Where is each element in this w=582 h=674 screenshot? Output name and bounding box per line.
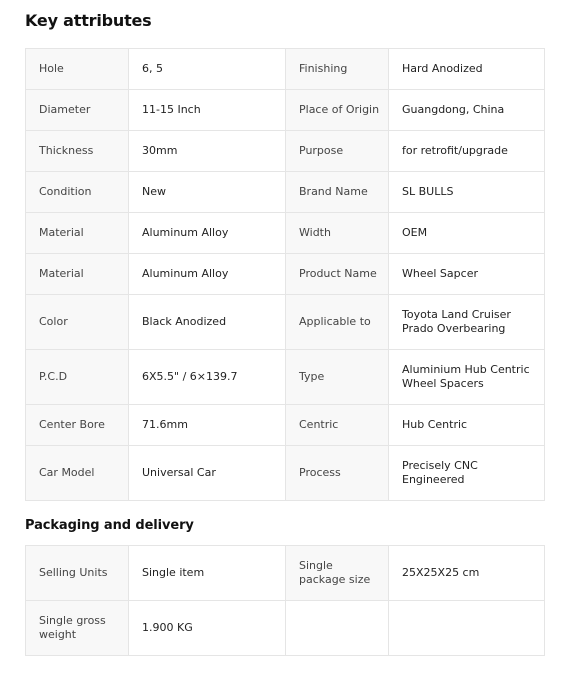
attribute-value: 71.6mm (129, 405, 286, 446)
attribute-value: for retrofit/upgrade (389, 131, 545, 172)
key-attributes-table (25, 48, 545, 501)
attribute-label: Car Model (26, 446, 129, 501)
attribute-value: Precisely CNC Engineered (389, 446, 545, 501)
table-row (26, 49, 545, 90)
table-row (26, 350, 545, 405)
attribute-value: 25X25X25 cm (389, 546, 545, 601)
attribute-value: Toyota Land Cruiser Prado Overbearing (389, 295, 545, 350)
attribute-label: Color (26, 295, 129, 350)
attribute-label: Single package size (286, 546, 389, 601)
table-row (26, 254, 545, 295)
attribute-label: Type (286, 350, 389, 405)
packaging-delivery-title: Packaging and delivery (25, 518, 194, 533)
attribute-value: 11-15 Inch (129, 90, 286, 131)
attribute-value: Black Anodized (129, 295, 286, 350)
table-row (26, 131, 545, 172)
attribute-value: Guangdong, China (389, 90, 545, 131)
attribute-label: Process (286, 446, 389, 501)
attribute-label: Width (286, 213, 389, 254)
attribute-label: Product Name (286, 254, 389, 295)
attribute-label: Selling Units (26, 546, 129, 601)
attribute-value: New (129, 172, 286, 213)
empty-cell (389, 601, 545, 656)
attribute-label: Place of Origin (286, 90, 389, 131)
table-row (26, 546, 545, 601)
table-row (26, 601, 545, 656)
attribute-value: 6X5.5" / 6×139.7 (129, 350, 286, 405)
attribute-value: 30mm (129, 131, 286, 172)
attribute-label: Brand Name (286, 172, 389, 213)
attribute-label: Purpose (286, 131, 389, 172)
attribute-value: Aluminum Alloy (129, 213, 286, 254)
empty-cell (286, 601, 389, 656)
attribute-label: Material (26, 213, 129, 254)
attribute-label: Centric (286, 405, 389, 446)
packaging-table (25, 545, 545, 656)
attribute-label: Finishing (286, 49, 389, 90)
attribute-value: SL BULLS (389, 172, 545, 213)
key-attributes-title: Key attributes (25, 11, 152, 30)
table-row (26, 446, 545, 501)
table-row (26, 90, 545, 131)
attribute-label: Condition (26, 172, 129, 213)
attribute-value: Single item (129, 546, 286, 601)
attribute-value: 1.900 KG (129, 601, 286, 656)
attribute-label: P.C.D (26, 350, 129, 405)
attribute-value: Hard Anodized (389, 49, 545, 90)
attribute-label: Single gross weight (26, 601, 129, 656)
attribute-label: Diameter (26, 90, 129, 131)
attribute-label: Center Bore (26, 405, 129, 446)
attribute-value: 6, 5 (129, 49, 286, 90)
attribute-label: Material (26, 254, 129, 295)
attribute-value: Aluminium Hub Centric Wheel Spacers (389, 350, 545, 405)
table-row (26, 172, 545, 213)
attribute-label: Thickness (26, 131, 129, 172)
attribute-value: Wheel Sapcer (389, 254, 545, 295)
attribute-label: Applicable to (286, 295, 389, 350)
attribute-value: Universal Car (129, 446, 286, 501)
table-row (26, 405, 545, 446)
table-row (26, 295, 545, 350)
attribute-label: Hole (26, 49, 129, 90)
attribute-value: OEM (389, 213, 545, 254)
attribute-value: Hub Centric (389, 405, 545, 446)
table-row (26, 213, 545, 254)
attribute-value: Aluminum Alloy (129, 254, 286, 295)
